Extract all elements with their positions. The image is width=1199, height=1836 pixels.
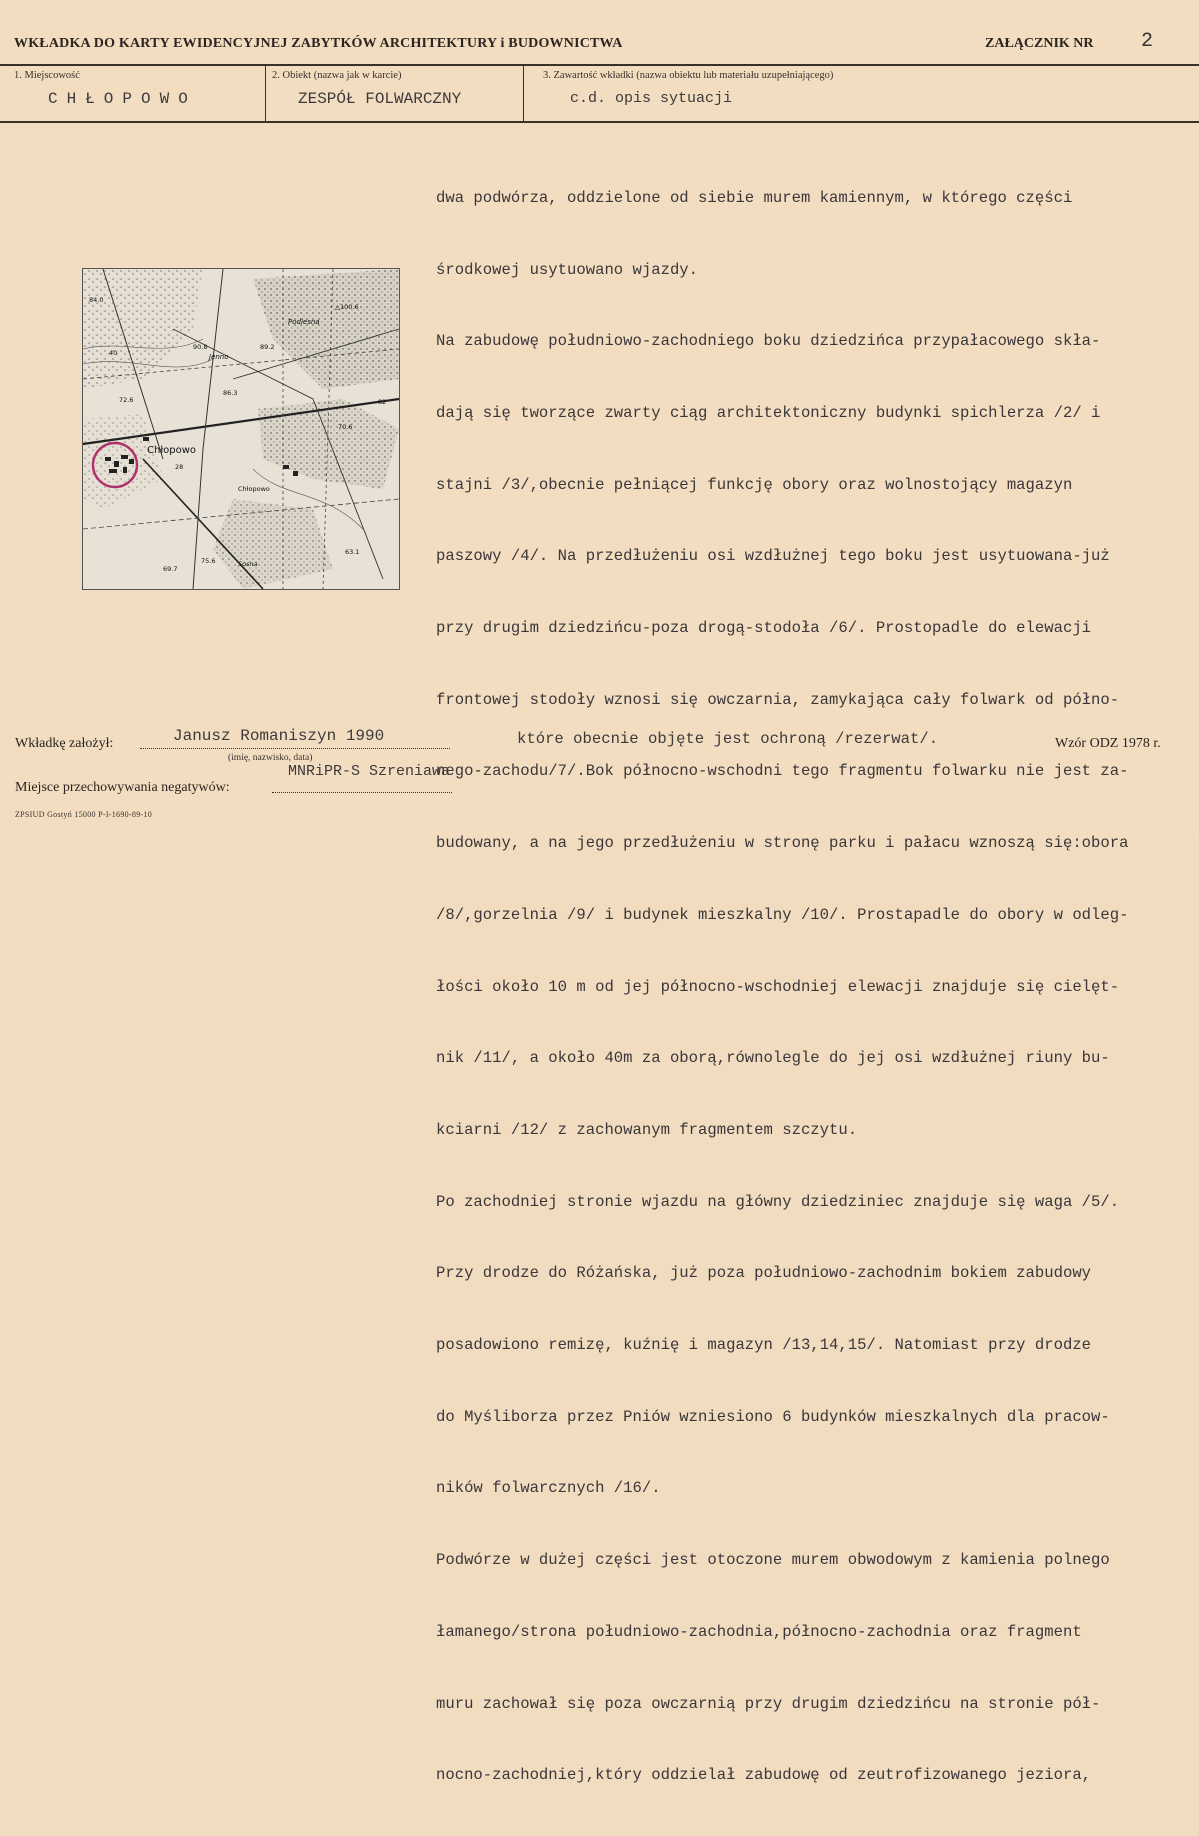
map-label: Jenno	[209, 353, 229, 361]
form-pattern: Wzór ODZ 1978 r.	[1055, 736, 1161, 751]
map-label: Chłopowo	[147, 445, 197, 456]
body-line: /8/,gorzelnia /9/ i budynek mieszkalny /10/. Prostapadle do obory w odleg-	[436, 905, 1129, 924]
map-height: 86.3	[223, 389, 238, 397]
header-rule	[0, 64, 1199, 66]
body-line: nik /11/, a około 40m za oborą,równolegle do jej osi wzdłużnej riuny bu-	[436, 1049, 1110, 1068]
body-line: Podwórze w dużej części jest otoczone murem obwodowym z kamienia polnego	[436, 1551, 1110, 1570]
negatives-value: MNRiPR-S Szreniawa	[288, 763, 451, 780]
body-line: paszowy /4/. Na przedłużeniu osi wzdłużnej tego boku jest usytuowana-już	[436, 547, 1110, 566]
body-line: przy drugim dziedzińcu-poza drogą-stodoła /6/. Prostopadle do elewacji	[436, 619, 1092, 638]
body-line: Po zachodniej stronie wjazdu na główny dziedziniec znajduje się waga /5/.	[436, 1192, 1120, 1211]
created-by-value: Janusz Romaniszyn 1990	[173, 727, 385, 745]
locality-value: CHŁOPOWO	[48, 90, 197, 108]
body-line-last: które obecnie objęte jest ochroną /rezerwat/.	[517, 730, 939, 748]
fields-bottom-rule	[0, 121, 1199, 123]
annex-label: ZAŁĄCZNIK NR	[985, 36, 1094, 51]
created-by-label: Wkładkę założył:	[15, 736, 114, 751]
created-by-line	[140, 748, 450, 749]
body-line: ników folwarcznych /16/.	[436, 1479, 661, 1498]
body-line: środkowej usytuowano wjazdy.	[436, 260, 699, 279]
content-label: 3. Zawartość wkładki (nazwa obiektu lub materiału uzupełniającego)	[543, 70, 834, 81]
map-height: 82	[378, 398, 387, 406]
printer-imprint: ZPSIUD Gostyń 15000 P-I-1690-89-10	[15, 810, 153, 819]
body-line: frontowej stodoły wznosi się owczarnia, zamykająca cały folwark od półno-	[436, 690, 1120, 709]
field-divider-2	[523, 66, 524, 122]
body-line: Przy drodze do Różańska, już poza południowo-zachodnim bokiem zabudowy	[436, 1264, 1092, 1283]
created-by-hint: (imię, nazwisko, data)	[228, 753, 313, 763]
description-text	[436, 139, 1128, 1836]
map-height: 89.2	[260, 343, 275, 351]
body-line: łamanego/strona południowo-zachodnia,północno-zachodnia oraz fragment	[436, 1622, 1082, 1641]
body-line: dają się tworzące zwarty ciąg architektoniczny budynki spichlerza /2/ i	[436, 403, 1101, 422]
map-label: Sosna	[238, 560, 258, 568]
object-label: 2. Obiekt (nazwa jak w karcie)	[272, 70, 402, 81]
locality-label: 1. Miejscowość	[14, 70, 80, 81]
negatives-line	[272, 792, 452, 793]
annex-number: 2	[1141, 30, 1154, 53]
card-title: WKŁADKA DO KARTY EWIDENCYJNEJ ZABYTKÓW ARCHITEKTURY i BUDOWNICTWA	[14, 36, 623, 51]
body-line: posadowiono remizę, kuźnię i magazyn /13,14,15/. Natomiast przy drodze	[436, 1336, 1092, 1355]
map-height: 70.6	[338, 423, 353, 431]
map-height: 75.6	[201, 557, 216, 565]
body-line: stajni /3/,obecnie pełniącej funkcję obory oraz wolnostojący magazyn	[436, 475, 1073, 494]
body-line: Na zabudowę południowo-zachodniego boku dziedzińca przypałacowego skła-	[436, 332, 1101, 351]
map-label: Podlesna	[288, 318, 320, 326]
map-height: 90.8	[193, 343, 208, 351]
map-height: 40	[109, 349, 118, 357]
map-height: 63.1	[345, 548, 360, 556]
map-label: Chłopowo	[238, 485, 270, 493]
body-line: dwa podwórza, oddzielone od siebie murem kamiennym, w którego części	[436, 188, 1073, 207]
map-height: 72.6	[119, 396, 134, 404]
body-line: muru zachował się poza owczarnią przy drugim dziedzińcu na stronie pół-	[436, 1694, 1101, 1713]
map-height: △100.6	[335, 303, 359, 311]
body-line: budowany, a na jego przedłużeniu w stronę parku i pałacu wznoszą się:obora	[436, 834, 1129, 853]
body-line: do Myśliborza przez Pniów wzniesiono 6 budynków mieszkalnych dla pracow-	[436, 1407, 1110, 1426]
body-line: łości około 10 m od jej północno-wschodniej elewacji znajduje się cielęt-	[436, 977, 1120, 996]
field-divider-1	[265, 66, 266, 122]
body-line: nocno-zachodniej,który oddzielał zabudowę od zeutrofizowanego jeziora,	[436, 1766, 1092, 1785]
body-line: kciarni /12/ z zachowanym fragmentem szczytu.	[436, 1120, 858, 1139]
object-value: ZESPÓŁ FOLWARCZNY	[298, 90, 462, 108]
body-line: nego-zachodu/7/.Bok północno-wschodni tego fragmentu folwarku nie jest za-	[436, 762, 1129, 781]
map-height: 28	[175, 463, 184, 471]
negatives-label: Miejsce przechowywania negatywów:	[15, 780, 230, 795]
map-height: 69.7	[163, 565, 178, 573]
location-map	[82, 268, 400, 590]
content-value: c.d. opis sytuacji	[570, 90, 733, 107]
map-height: 84.0	[89, 296, 104, 304]
